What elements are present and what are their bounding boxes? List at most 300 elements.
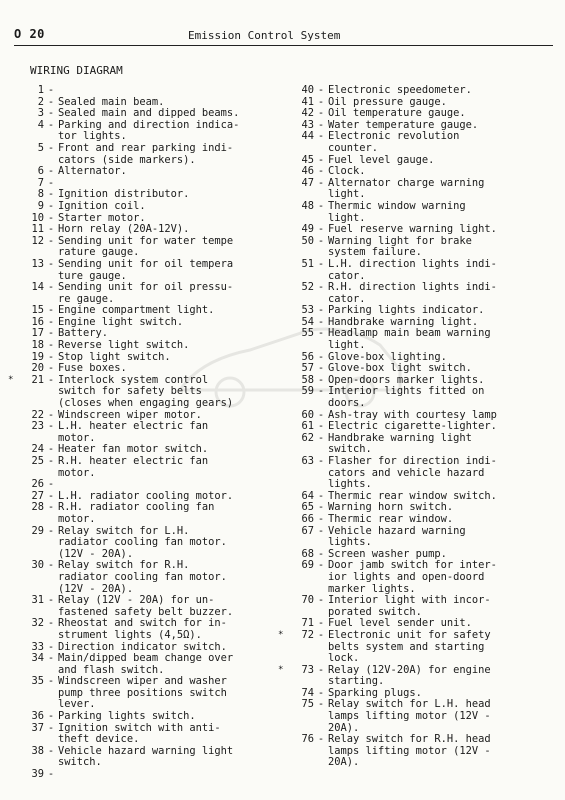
entry-dash: - [47,710,55,723]
entry-description: Glove-box light switch. [328,362,472,375]
entry-description: R.H. direction lights indi- cator. [328,281,497,305]
asterisk-marker [8,259,16,282]
entry-dash: - [47,559,55,572]
asterisk-marker [278,456,286,491]
legend-entry [278,560,553,595]
legend-entry [278,734,553,769]
legend-entry [278,85,553,97]
entry-dash: - [47,489,55,502]
entry-number: 23 [31,420,44,433]
entry-number: 47 [301,176,314,189]
asterisk-marker [278,421,286,433]
entry-number: 3 [37,107,44,120]
asterisk-marker [8,769,16,781]
legend-entry [278,236,553,259]
entry-number: 73 [301,663,314,676]
entry-dash: - [317,327,325,340]
legend-entry [8,340,263,352]
legend-entry [278,386,553,409]
entry-description: Heater fan motor switch. [58,443,209,456]
asterisk-marker [278,618,286,630]
entry-description: Windscreen wiper motor. [58,408,202,421]
entry-dash: - [47,84,55,96]
entry-dash: - [47,257,55,270]
entry-number: 50 [301,234,314,247]
asterisk-marker [8,653,16,676]
entry-description [58,769,263,781]
entry-description: Ignition switch with anti- theft device. [58,721,221,746]
asterisk-marker [278,433,286,456]
entry-dash: - [47,339,55,352]
asterisk-marker [278,305,286,317]
asterisk-marker [8,143,16,166]
entry-number: 64 [301,489,314,502]
asterisk-marker [278,120,286,132]
entry-number: 46 [301,165,314,178]
asterisk-marker [8,328,16,340]
entry-dash: - [47,501,55,514]
asterisk-marker [8,236,16,259]
entry-number: 59 [301,385,314,398]
entry-description: Sealed main and dipped beams. [58,107,240,120]
entry-dash: - [317,153,325,166]
entry-description: Warning horn switch. [328,501,454,514]
entry-number: 12 [31,234,44,247]
legend-entry [278,526,553,549]
legend-entry [278,630,553,665]
entry-description: Thermic rear window. [328,512,454,525]
entry-dash: - [47,141,55,154]
entry-dash: - [47,118,55,131]
asterisk-marker [278,688,286,700]
entry-number: 61 [301,420,314,433]
asterisk-marker [8,642,16,654]
asterisk-marker [8,317,16,329]
entry-number: 52 [301,281,314,294]
entry-description: Starter motor. [58,211,146,224]
entry-description: Sealed main beam. [58,95,165,108]
entry-dash: - [317,304,325,317]
legend-entry [8,143,263,166]
legend-entry [278,514,553,526]
entry-description: Electronic speedometer. [328,84,472,96]
entry-description: Vehicle hazard warning light switch. [58,744,234,769]
legend-entry [8,618,263,641]
entry-dash: - [47,617,55,630]
entry-description: L.H. direction lights indi- cator. [328,257,497,282]
asterisk-marker [278,352,286,364]
asterisk-marker [8,201,16,213]
entry-number: 58 [301,373,314,386]
entry-dash: - [47,327,55,340]
entry-description: Handbrake warning light switch. [328,431,472,456]
entry-description: Horn relay (20A-12V). [58,223,190,236]
entry-number: 24 [31,443,44,456]
entry-number: 71 [301,617,314,630]
asterisk-marker [8,120,16,143]
asterisk-marker [8,189,16,201]
entry-number: 67 [301,524,314,537]
entry-description: Flasher for direction indi- cators and vehicle hazard lights. [328,455,497,491]
entry-dash: - [47,188,55,201]
legend-entry [8,526,263,561]
entry-description: Sending unit for water tempe rature gauge. [58,234,234,259]
asterisk-marker: * [278,664,284,675]
entry-number: 56 [301,350,314,363]
asterisk-marker [278,595,286,618]
asterisk-marker [278,317,286,329]
entry-description: Ignition coil. [58,199,146,212]
entry-description: Sending unit for oil tempera ture gauge. [58,257,234,282]
legend-entry [278,433,553,456]
entry-number: 53 [301,304,314,317]
entry-dash: - [47,234,55,247]
asterisk-marker [8,213,16,225]
entry-number: 1 [37,84,44,96]
entry-dash: - [317,315,325,328]
asterisk-marker [278,328,286,351]
entry-dash: - [317,165,325,178]
entry-dash: - [317,420,325,433]
entry-description: Relay switch for L.H. head lamps lifting motor (12V - 20A). [328,698,491,734]
entry-description: Vehicle hazard warning lights. [328,524,466,549]
entry-number: 68 [301,547,314,560]
entry-dash: - [47,640,55,653]
entry-number: 19 [31,350,44,363]
entry-dash: - [317,501,325,514]
entry-description: Interior light with incor- porated switch. [328,594,491,618]
entry-dash: - [47,315,55,328]
entry-dash: - [317,257,325,270]
asterisk-marker [8,456,16,479]
entry-description: Screen washer pump. [328,547,447,560]
entry-number: 75 [301,698,314,711]
entry-dash: - [317,455,325,467]
asterisk-marker [278,85,286,97]
entry-description: R.H. radiator cooling fan motor. [58,501,215,525]
entry-dash: - [317,350,325,363]
entry-number: 42 [301,107,314,120]
entry-dash: - [317,489,325,502]
entry-description: Headlamp main beam warning light. [328,327,491,352]
entry-description: Interlock system control switch for safety belts (closes when engaging gears) [58,373,234,410]
legend-entry [8,201,263,213]
entry-number: 14 [31,281,44,294]
entry-dash: - [47,350,55,363]
asterisk-marker [278,131,286,154]
entry-number: 60 [301,408,314,421]
entry-description: Ignition distributor. [58,188,190,201]
entry-dash: - [317,547,325,560]
entry-dash: - [317,234,325,247]
entry-number: 40 [301,84,314,96]
entry-description: Alternator charge warning light. [328,176,485,201]
entry-dash: - [317,559,325,572]
entry-number: 16 [31,315,44,328]
entry-dash: - [47,478,55,491]
entry-number: 11 [31,223,44,236]
entry-number: 43 [301,118,314,131]
section-title: WIRING DIAGRAM [30,64,123,77]
entry-dash: - [47,652,55,665]
legend-entry [278,328,553,351]
asterisk-marker [8,421,16,444]
entry-description: Warning light for brake system failure. [328,234,472,259]
legend-entry [8,560,263,595]
legend-entry [8,259,263,282]
asterisk-marker [8,479,16,491]
asterisk-marker [278,375,286,387]
legend-entry [278,166,553,178]
entry-dash: - [317,698,325,711]
entry-description: Clock. [328,165,366,178]
entry-number: 7 [37,176,44,189]
entry-dash: - [317,408,325,421]
entry-description: Engine light switch. [58,315,184,328]
entry-description: Sparking plugs. [328,686,422,699]
legend-entry [278,665,553,688]
entry-dash: - [47,107,55,120]
entry-dash: - [47,524,55,537]
entry-description: Oil temperature gauge. [328,107,466,120]
entry-dash: - [47,304,55,317]
entry-number: 63 [301,455,314,467]
asterisk-marker [278,259,286,282]
asterisk-marker [278,178,286,201]
asterisk-marker [278,734,286,769]
entry-number: 74 [301,686,314,699]
legend-entry [278,131,553,154]
entry-description: Stop light switch. [58,350,171,363]
entry-dash: - [317,130,325,143]
asterisk-marker [278,514,286,526]
entry-number: 51 [301,257,314,270]
entry-number: 30 [31,559,44,572]
legend-entry [8,456,263,479]
entry-dash: - [47,176,55,189]
entry-dash: - [47,408,55,421]
entry-description: Thermic rear window switch. [328,489,497,502]
entry-number: 54 [301,315,314,328]
page-number: O 20 [14,27,45,41]
entry-dash: - [47,443,55,456]
entry-number: 5 [37,141,44,154]
asterisk-marker [278,386,286,409]
entry-dash: - [317,431,325,444]
entry-number: 44 [301,130,314,143]
legend-entry [8,676,263,711]
legend-entry [278,201,553,224]
entry-dash: - [317,524,325,537]
entry-number: 15 [31,304,44,317]
entry-description: Relay switch for R.H. radiator cooling fan motor. (12V - 20A). [58,559,227,595]
asterisk-marker [8,526,16,561]
legend-entry [278,699,553,734]
entry-description: Sending unit for oil pressu- re gauge. [58,281,234,305]
legend-entry [8,595,263,618]
legend-entry [8,166,263,178]
legend-column-right [278,85,553,769]
header-rule [14,45,553,46]
entry-description: Direction indicator switch. [58,640,227,653]
asterisk-marker [278,97,286,109]
entry-number: 62 [301,431,314,444]
entry-description: Main/dipped beam change over and flash switch. [58,652,234,676]
entry-number: 37 [31,721,44,734]
entry-number: 26 [31,478,44,491]
entry-number: 33 [31,640,44,653]
entry-dash: - [317,617,325,630]
entry-description: Fuel level sender unit. [328,617,472,630]
entry-description: Thermic window warning light. [328,199,466,224]
entry-description: Parking lights indicator. [328,304,485,317]
entry-dash: - [47,744,55,757]
page-title: Emission Control System [188,29,341,42]
entry-dash: - [317,84,325,96]
entry-number: 22 [31,408,44,421]
entry-description: Rheostat and switch for in- strument lights (4,5Ω). [58,617,227,641]
asterisk-marker [8,676,16,711]
asterisk-marker [8,363,16,375]
entry-dash: - [317,362,325,375]
entry-description: Handbrake warning light. [328,315,479,328]
entry-description: Relay switch for R.H. head lamps lifting motor (12V - 20A). [328,733,491,769]
entry-dash: - [317,512,325,525]
entry-number: 4 [37,118,44,131]
entry-number: 9 [37,199,44,212]
entry-dash: - [317,686,325,699]
asterisk-marker [278,549,286,561]
asterisk-marker [278,108,286,120]
asterisk-marker [278,502,286,514]
asterisk-marker [278,560,286,595]
entry-dash: - [317,594,325,607]
asterisk-marker [8,166,16,178]
entry-description: R.H. heater electric fan motor. [58,455,209,479]
legend-entry [8,746,263,769]
entry-description: Engine compartment light. [58,304,215,317]
entry-description: Parking lights switch. [58,710,196,723]
asterisk-marker [8,305,16,317]
entry-description: Front and rear parking indi- cators (side markers). [58,141,234,166]
entry-dash: - [317,385,325,398]
asterisk-marker [278,282,286,305]
entry-number: 8 [37,188,44,201]
legend-column-left [8,85,263,781]
entry-description: Battery. [58,327,109,340]
entry-number: 70 [301,594,314,607]
entry-dash: - [317,281,325,294]
entry-dash: - [317,95,325,108]
asterisk-marker [8,711,16,723]
entry-number: 28 [31,501,44,514]
legend-entry [8,236,263,259]
entry-number: 66 [301,512,314,525]
entry-description: Interior lights fitted on doors. [328,385,485,410]
entry-dash: - [47,199,55,212]
legend-entry [8,317,263,329]
entry-description: Oil pressure gauge. [328,95,447,108]
entry-number: 76 [301,733,314,746]
entry-number: 49 [301,223,314,236]
entry-description: Door jamb switch for inter- ior lights and open-doord marker lights. [328,559,497,595]
entry-dash: - [317,733,325,746]
entry-description: Electronic unit for safety belts system and starting lock. [328,628,491,665]
asterisk-marker [278,236,286,259]
entry-description [58,85,263,97]
asterisk-marker [8,85,16,97]
legend-entry [8,421,263,444]
entry-description: Glove-box lighting. [328,350,447,363]
entry-description: L.H. heater electric fan motor. [58,420,209,444]
entry-description: Ash-tray with courtesy lamp [328,408,497,421]
legend-entry [278,595,553,618]
entry-description: Fuse boxes. [58,362,127,375]
entry-number: 38 [31,744,44,757]
entry-description: Fuel level gauge. [328,153,435,166]
legend-entry [8,85,263,97]
entry-dash: - [317,373,325,386]
entry-description: Relay (12V - 20A) for un- fastened safety belt buzzer. [58,594,234,618]
asterisk-marker [8,502,16,525]
asterisk-marker [8,108,16,120]
asterisk-marker [278,491,286,503]
asterisk-marker [8,282,16,305]
legend-entry [278,456,553,491]
entry-dash: - [47,281,55,294]
asterisk-marker [8,444,16,456]
entry-number: 57 [301,362,314,375]
asterisk-marker [8,723,16,746]
entry-dash: - [317,176,325,189]
entry-number: 72 [301,628,314,641]
entry-number: 10 [31,211,44,224]
entry-dash: - [317,199,325,212]
asterisk-marker [8,410,16,422]
legend-entry [8,120,263,143]
entry-dash: - [47,362,55,375]
entry-number: 39 [31,768,44,781]
entry-dash: - [317,628,325,641]
entry-dash: - [317,223,325,236]
entry-number: 25 [31,455,44,467]
entry-number: 31 [31,594,44,607]
entry-dash: - [47,594,55,607]
entry-description: Fuel reserve warning light. [328,223,497,236]
legend-entry [8,769,263,781]
entry-number: 34 [31,652,44,665]
entry-description: Relay switch for L.H. radiator cooling fan motor. (12V - 20A). [58,524,227,560]
entry-number: 32 [31,617,44,630]
entry-dash: - [47,455,55,467]
asterisk-marker [8,746,16,769]
entry-number: 21 [31,373,44,386]
asterisk-marker [278,166,286,178]
legend-entry [278,178,553,201]
legend-entry [278,224,553,236]
entry-number: 65 [301,501,314,514]
asterisk-marker [8,178,16,190]
entry-description: L.H. radiator cooling motor. [58,489,234,502]
asterisk-marker [8,491,16,503]
entry-dash: - [47,95,55,108]
asterisk-marker [278,224,286,236]
entry-dash: - [317,107,325,120]
entry-description: Reverse light switch. [58,339,190,352]
entry-number: 6 [37,165,44,178]
entry-number: 13 [31,257,44,270]
legend-entry [278,282,553,305]
